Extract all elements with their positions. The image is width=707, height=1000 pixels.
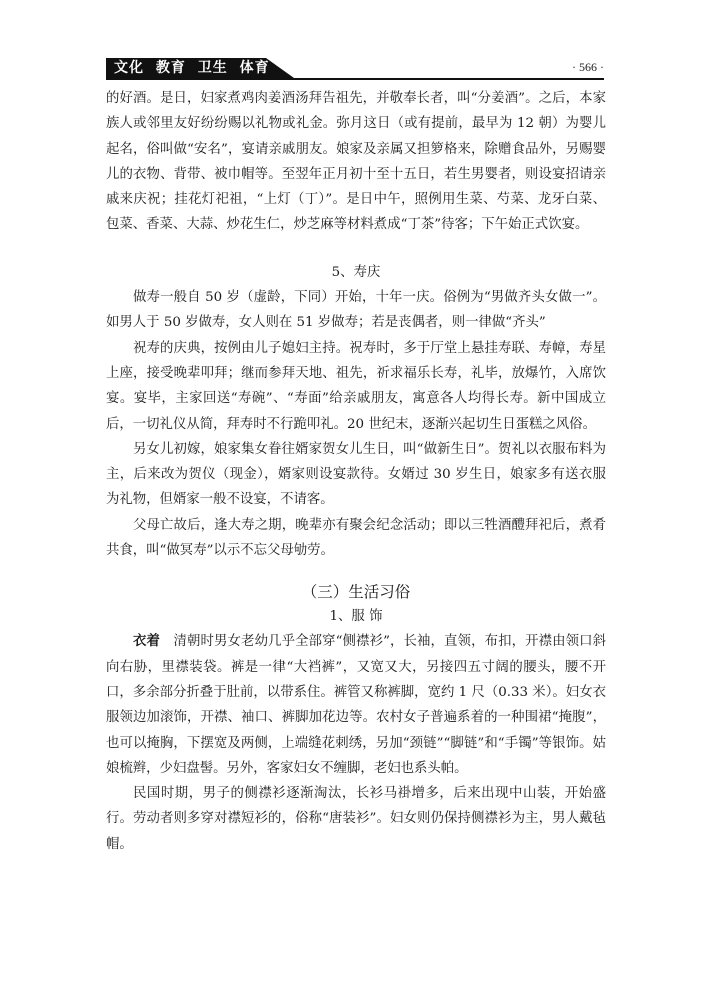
- paragraph: 民国时期，男子的侧襟衫逐渐淘汰，长衫马褂增多，后来出现中山装，开始盛行。劳动者则多穿对襟短衫的，俗称“唐装衫”。妇女则仍保持侧襟衫为主，男人戴毡帽。: [106, 786, 606, 852]
- body-text: [106, 86, 606, 857]
- section-title-longevity: 5、寿庆: [331, 264, 381, 280]
- paragraph: 做寿一般自 50 岁（虚龄，下同）开始，十年一庆。俗例为“男做齐头女做一”。如男人于 50 岁做寿，女人则在 51 岁做寿；若是丧偶者，则一律做“齐头”: [106, 290, 606, 331]
- page-number: · 566 ·: [572, 60, 604, 74]
- page-header: [106, 58, 604, 78]
- paragraph-clothing: [106, 629, 606, 781]
- paragraph: 祝寿的庆典，按例由儿子媳妇主持。祝寿时，多于厅堂上悬挂寿联、寿幛，寿星上座，接受晚辈叩拜；继而参拜天地、祖先，祈求福乐长寿，礼毕，放爆竹，入席饮宴。宴毕，主家回送“寿碗”、“寿面”给亲戚朋友，寓意各人均得长寿。新中国成立后，一切礼仪从简，拜寿时不行跪叩礼。20 世纪末，逐渐兴起切生日蛋糕之风俗。: [106, 340, 606, 432]
- chapter-title-customs: （三）生活习俗: [301, 583, 411, 602]
- header-section-title: 文化 教育 卫生 体育: [114, 60, 270, 76]
- subsection-title-clothing: 1、服 饰: [329, 609, 383, 625]
- paragraph-continued: 的好酒。是日，妇家煮鸡肉姜酒汤拜告祖先，并敬奉长者，叫“分姜酒”。之后，本家族人或邻里友好纷纷赐以礼物或礼金。弥月这日（或有提前，最早为 12 朝）为婴儿起名，俗叫做“安名”，宴请亲戚朋友。娘家及亲属又担箩格来，除赠食品外，另赐婴儿的衣物、背带、被巾帽等。至翌年正月初十至十五日，若生男婴者，则设宴招请亲戚来庆祝；挂花灯祀祖，“上灯（丁）”。是日中午，照例用生菜、芍菜、龙牙白菜、包菜、香菜、大蒜、炒花生仁，炒芝麻等材料煮成“丁茶”待客；下午始正式饮宴。: [106, 91, 606, 233]
- header-rule: [106, 78, 604, 80]
- term-clothing: 衣着: [133, 633, 161, 650]
- paragraph: 另女儿初嫁，娘家集女眷往婿家贺女儿生日，叫“做新生日”。贺礼以衣服布料为主，后来改为贺仪（现金），婿家则设宴款待。女婿过 30 岁生日，娘家多有送衣服为礼物，但婿家一般不设宴，不请客。: [106, 441, 606, 508]
- paragraph-clothing-text: 清朝时男女老幼几乎全部穿“侧襟衫”，长袖，直领，布扣，开襟由领口斜向右胁，里襟装袋。裤是一律“大裆裤”，又宽又大，另接四五寸阔的腰头，腰不开口，多余部分折叠于肚前，以带系住。裤管又称裤脚，宽约 1 尺（0.33 米）。妇女衣服领边加滚饰，开襟、袖口、裤脚加花边等。农村女子普遍系着的一种围裙“掩腹”，也可以掩胸，下摆宽及两侧，上端缝花刺绣，另加“颈链”“脚链”和“手镯”等银饰。姑娘梳辫，少妇盘髻。另外，客家妇女不缠脚，老妇也系头帕。: [106, 634, 607, 776]
- paragraph: 父母亡故后，逢大寿之期，晚辈亦有聚会纪念活动；即以三牲酒醴拜祀后，煮肴共食，叫“做冥寿”以示不忘父母劬劳。: [106, 517, 606, 559]
